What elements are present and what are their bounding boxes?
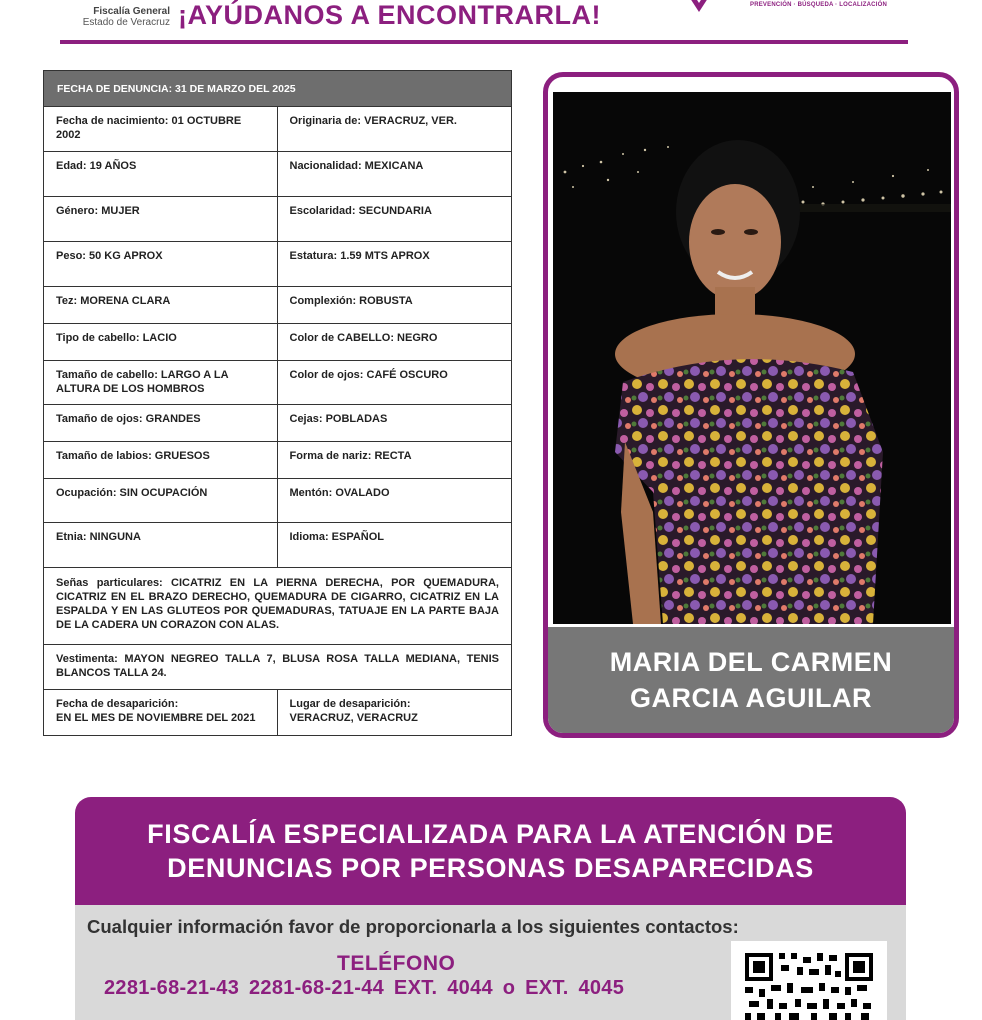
person-photo [553,92,951,624]
person-name-line-2: GARCIA AGUILAR [630,683,872,713]
table-row [44,479,511,523]
org-line-2: Estado de Veracruz [82,17,170,28]
table-cell: Peso: 50 KG APROX [44,242,278,286]
table-row [44,107,511,152]
fiscalia-banner [75,797,906,905]
table-row [44,242,511,287]
report-date-row [44,71,511,107]
table-cell: Tamaño de labios: GRUESOS [44,442,278,478]
desaparicion-lugar-label: Lugar de desaparición: [289,698,411,710]
senas-row [44,568,511,645]
phone-label: TELÉFONO [337,952,456,975]
headline: ¡AYÚDANOS A ENCONTRARLA! [178,0,601,30]
desaparicion-fecha: EN EL MES DE NOVIEMBRE DEL 2021 [56,712,256,724]
org-name [70,6,170,28]
qr-code[interactable] [731,941,887,1020]
vestimenta: Vestimenta: MAYON NEGREO TALLA 7, BLUSA ROSA TALLA MEDIANA, TENIS BLANCOS TALLA 24. [56,653,499,679]
table-cell: Estatura: 1.59 MTS APROX [289,250,430,262]
table-cell: Nacionalidad: MEXICANA [289,160,424,172]
table-cell: Idioma: ESPAÑOL [289,531,385,543]
tagline: PREVENCIÓN · BÚSQUEDA · LOCALIZACIÓN [750,2,887,8]
report-date: FECHA DE DENUNCIA: 31 DE MARZO DEL 2025 [57,82,296,95]
table-cell: Edad: 19 AÑOS [44,152,278,196]
vestimenta-row [44,645,511,690]
heart-logo-icon [682,0,716,14]
table-cell: Género: MUJER [44,197,278,241]
photo-illustration [553,92,951,624]
table-row [44,361,511,405]
senas-particulares: Señas particulares: CICATRIZ EN LA PIERNA DERECHA, POR QUEMADURA, CICATRIZ EN EL BRAZO DERECHO, QUEMADURA DE CIGARRO, CICATRIZ EN LA ESPALDA Y EN LAS GLUTEOS POR QUEMADURAS, TATUAJE EN LA PARTE BAJA DE LA CADERA UN CORAZON CON ALAS. [56,577,499,631]
table-cell: Fecha de nacimiento: 01 OCTUBRE 2002 [44,107,278,151]
table-row [44,152,511,197]
fiscalia-line-1: FISCALÍA ESPECIALIZADA PARA LA ATENCIÓN DE [147,819,834,849]
table-cell: Tamaño de cabello: LARGO A LA ALTURA DE LOS HOMBROS [44,361,278,404]
table-cell: Originaria de: VERACRUZ, VER. [289,115,457,127]
desaparicion-fecha-cell [44,690,278,735]
table-row [44,523,511,568]
missing-person-data-table [43,70,512,736]
table-cell: Cejas: POBLADAS [289,413,388,425]
contact-intro: Cualquier información favor de proporcionarla a los siguientes contactos: [87,916,739,937]
desaparicion-lugar: VERACRUZ, VERACRUZ [289,712,418,724]
person-name-line-1: MARIA DEL CARMEN [609,647,893,677]
contact-panel [75,905,906,1020]
fiscalia-line-2: DENUNCIAS POR PERSONAS DESAPARECIDAS [167,853,814,883]
table-cell: Tez: MORENA CLARA [44,287,278,323]
table-row [44,405,511,442]
table-cell: Forma de nariz: RECTA [289,450,412,462]
phone-numbers[interactable]: 2281-68-21-43 2281-68-21-44 EXT. 4044 o EXT. 4045 [104,977,625,999]
table-cell: Tipo de cabello: LACIO [44,324,278,360]
person-photo-card [543,72,959,738]
table-cell: Etnia: NINGUNA [44,523,278,567]
poster-header [0,0,982,46]
header-divider [60,40,908,44]
table-cell: Mentón: OVALADO [289,487,390,499]
person-name-band [548,627,954,733]
desaparicion-fecha-label: Fecha de desaparición: [56,698,179,710]
org-line-1: Fiscalía General [93,6,170,17]
table-cell: Escolaridad: SECUNDARIA [289,205,432,217]
table-row [44,197,511,242]
desaparicion-lugar-cell [278,690,512,735]
table-row [44,287,511,324]
table-cell: Complexión: ROBUSTA [289,295,413,307]
table-row [44,324,511,361]
table-cell: Ocupación: SIN OCUPACIÓN [44,479,278,522]
table-cell: Tamaño de ojos: GRANDES [44,405,278,441]
desaparicion-row [44,690,511,735]
table-cell: Color de CABELLO: NEGRO [289,332,438,344]
table-cell: Color de ojos: CAFÉ OSCURO [289,369,448,381]
qr-code-icon [745,953,873,1020]
table-row [44,442,511,479]
